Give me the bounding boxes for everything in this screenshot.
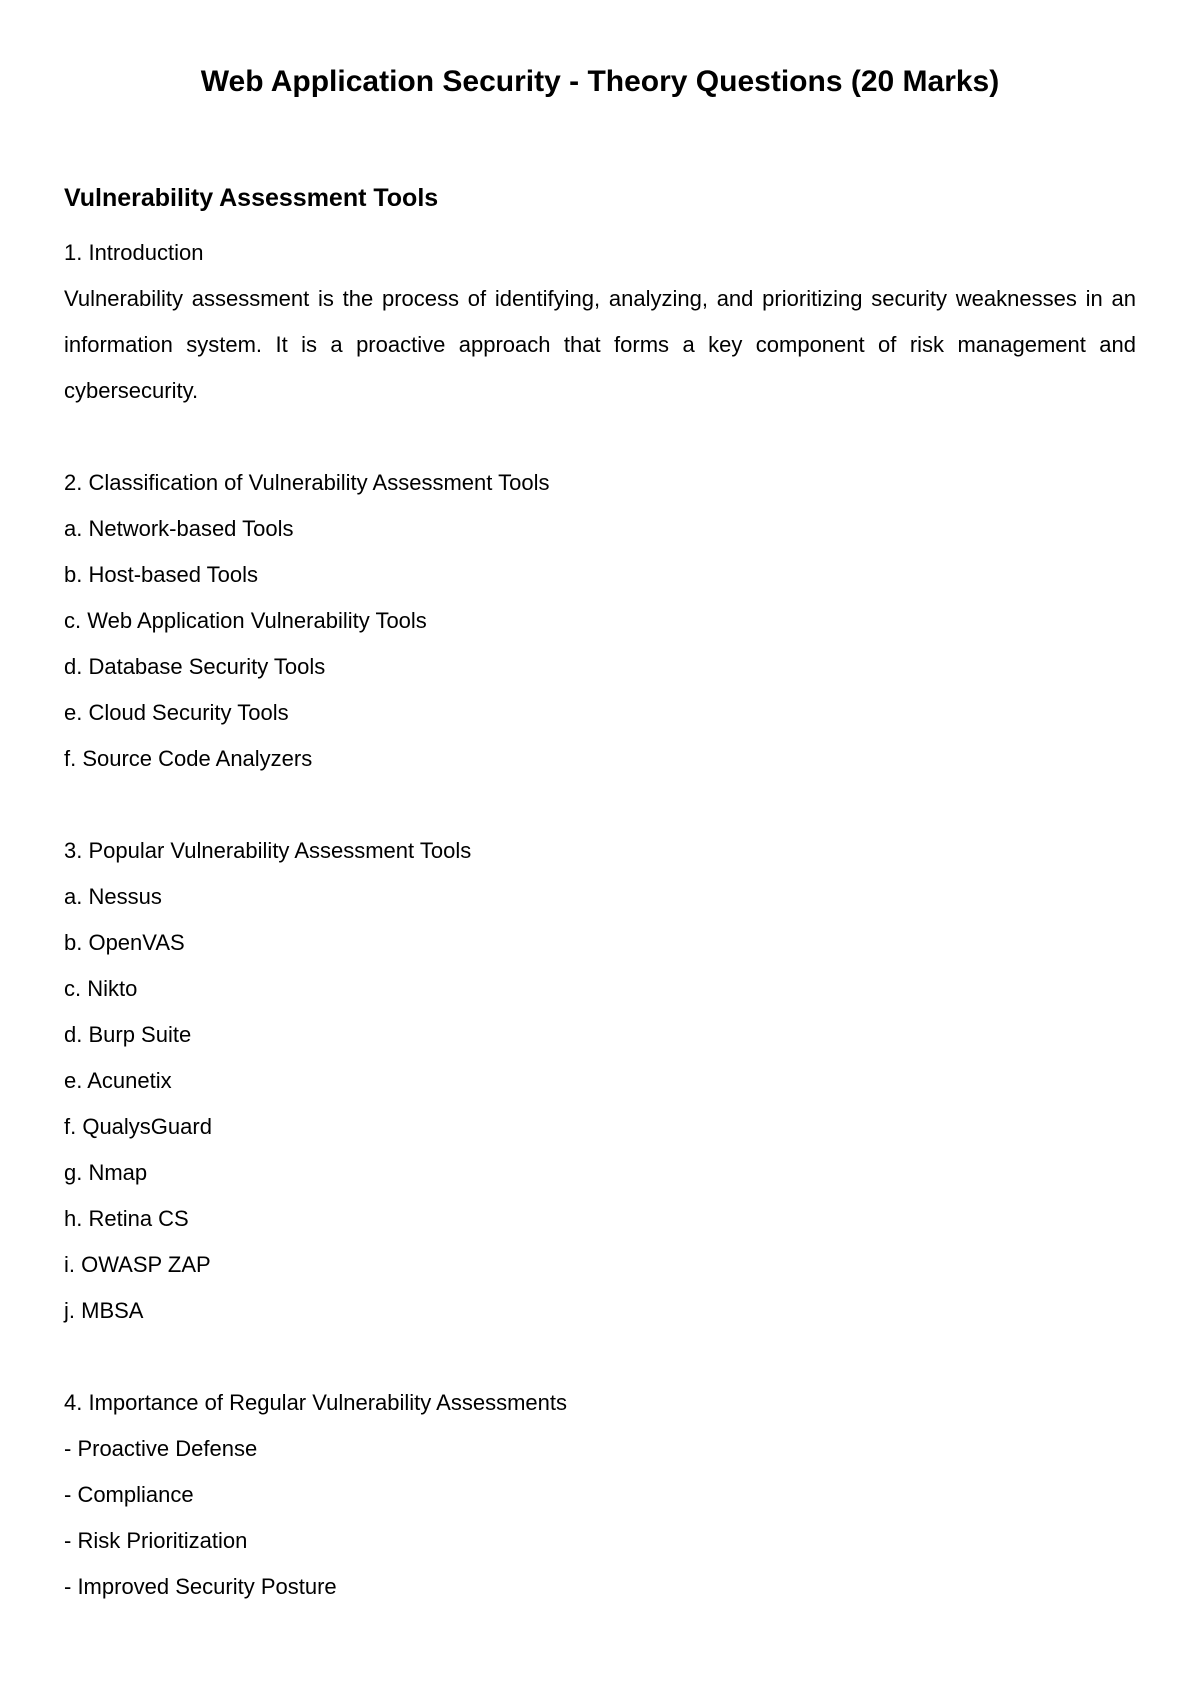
tool-item: c. Nikto [64, 976, 138, 1001]
tool-item: b. OpenVAS [64, 930, 185, 955]
section-heading: Vulnerability Assessment Tools [64, 184, 439, 212]
tool-item: h. Retina CS [64, 1206, 189, 1231]
document-body [64, 230, 1136, 1610]
document-title: Web Application Security - Theory Questions (20 Marks) [200, 65, 1000, 98]
importance-item: - Risk Prioritization [64, 1528, 248, 1553]
classification-item: b. Host-based Tools [64, 562, 259, 587]
tool-item: a. Nessus [64, 884, 162, 909]
importance-item: - Proactive Defense [64, 1436, 258, 1461]
spacer [64, 782, 1136, 828]
spacer [64, 1334, 1136, 1380]
tool-item: d. Burp Suite [64, 1022, 192, 1047]
tool-item: e. Acunetix [64, 1068, 172, 1093]
tool-item: i. OWASP ZAP [64, 1252, 211, 1277]
tool-item: f. QualysGuard [64, 1114, 212, 1139]
tool-item: j. MBSA [64, 1298, 144, 1323]
classification-item: e. Cloud Security Tools [64, 700, 289, 725]
importance-item: - Improved Security Posture [64, 1574, 337, 1599]
intro-heading: 1. Introduction [64, 240, 204, 265]
classification-heading: 2. Classification of Vulnerability Assessment Tools [64, 470, 550, 495]
importance-item: - Compliance [64, 1482, 194, 1507]
spacer [64, 414, 1136, 460]
classification-item: c. Web Application Vulnerability Tools [64, 608, 427, 633]
classification-item: a. Network-based Tools [64, 516, 294, 541]
intro-paragraph: Vulnerability assessment is the process of identifying, analyzing, and prioritizing security weaknesses in an information system. It is a proactive approach that forms a key component of risk management and cybersecurity. [64, 286, 1136, 403]
classification-item: f. Source Code Analyzers [64, 746, 313, 771]
classification-item: d. Database Security Tools [64, 654, 326, 679]
tool-item: g. Nmap [64, 1160, 148, 1185]
importance-heading: 4. Importance of Regular Vulnerability Assessments [64, 1390, 567, 1415]
popular-tools-heading: 3. Popular Vulnerability Assessment Tools [64, 838, 472, 863]
